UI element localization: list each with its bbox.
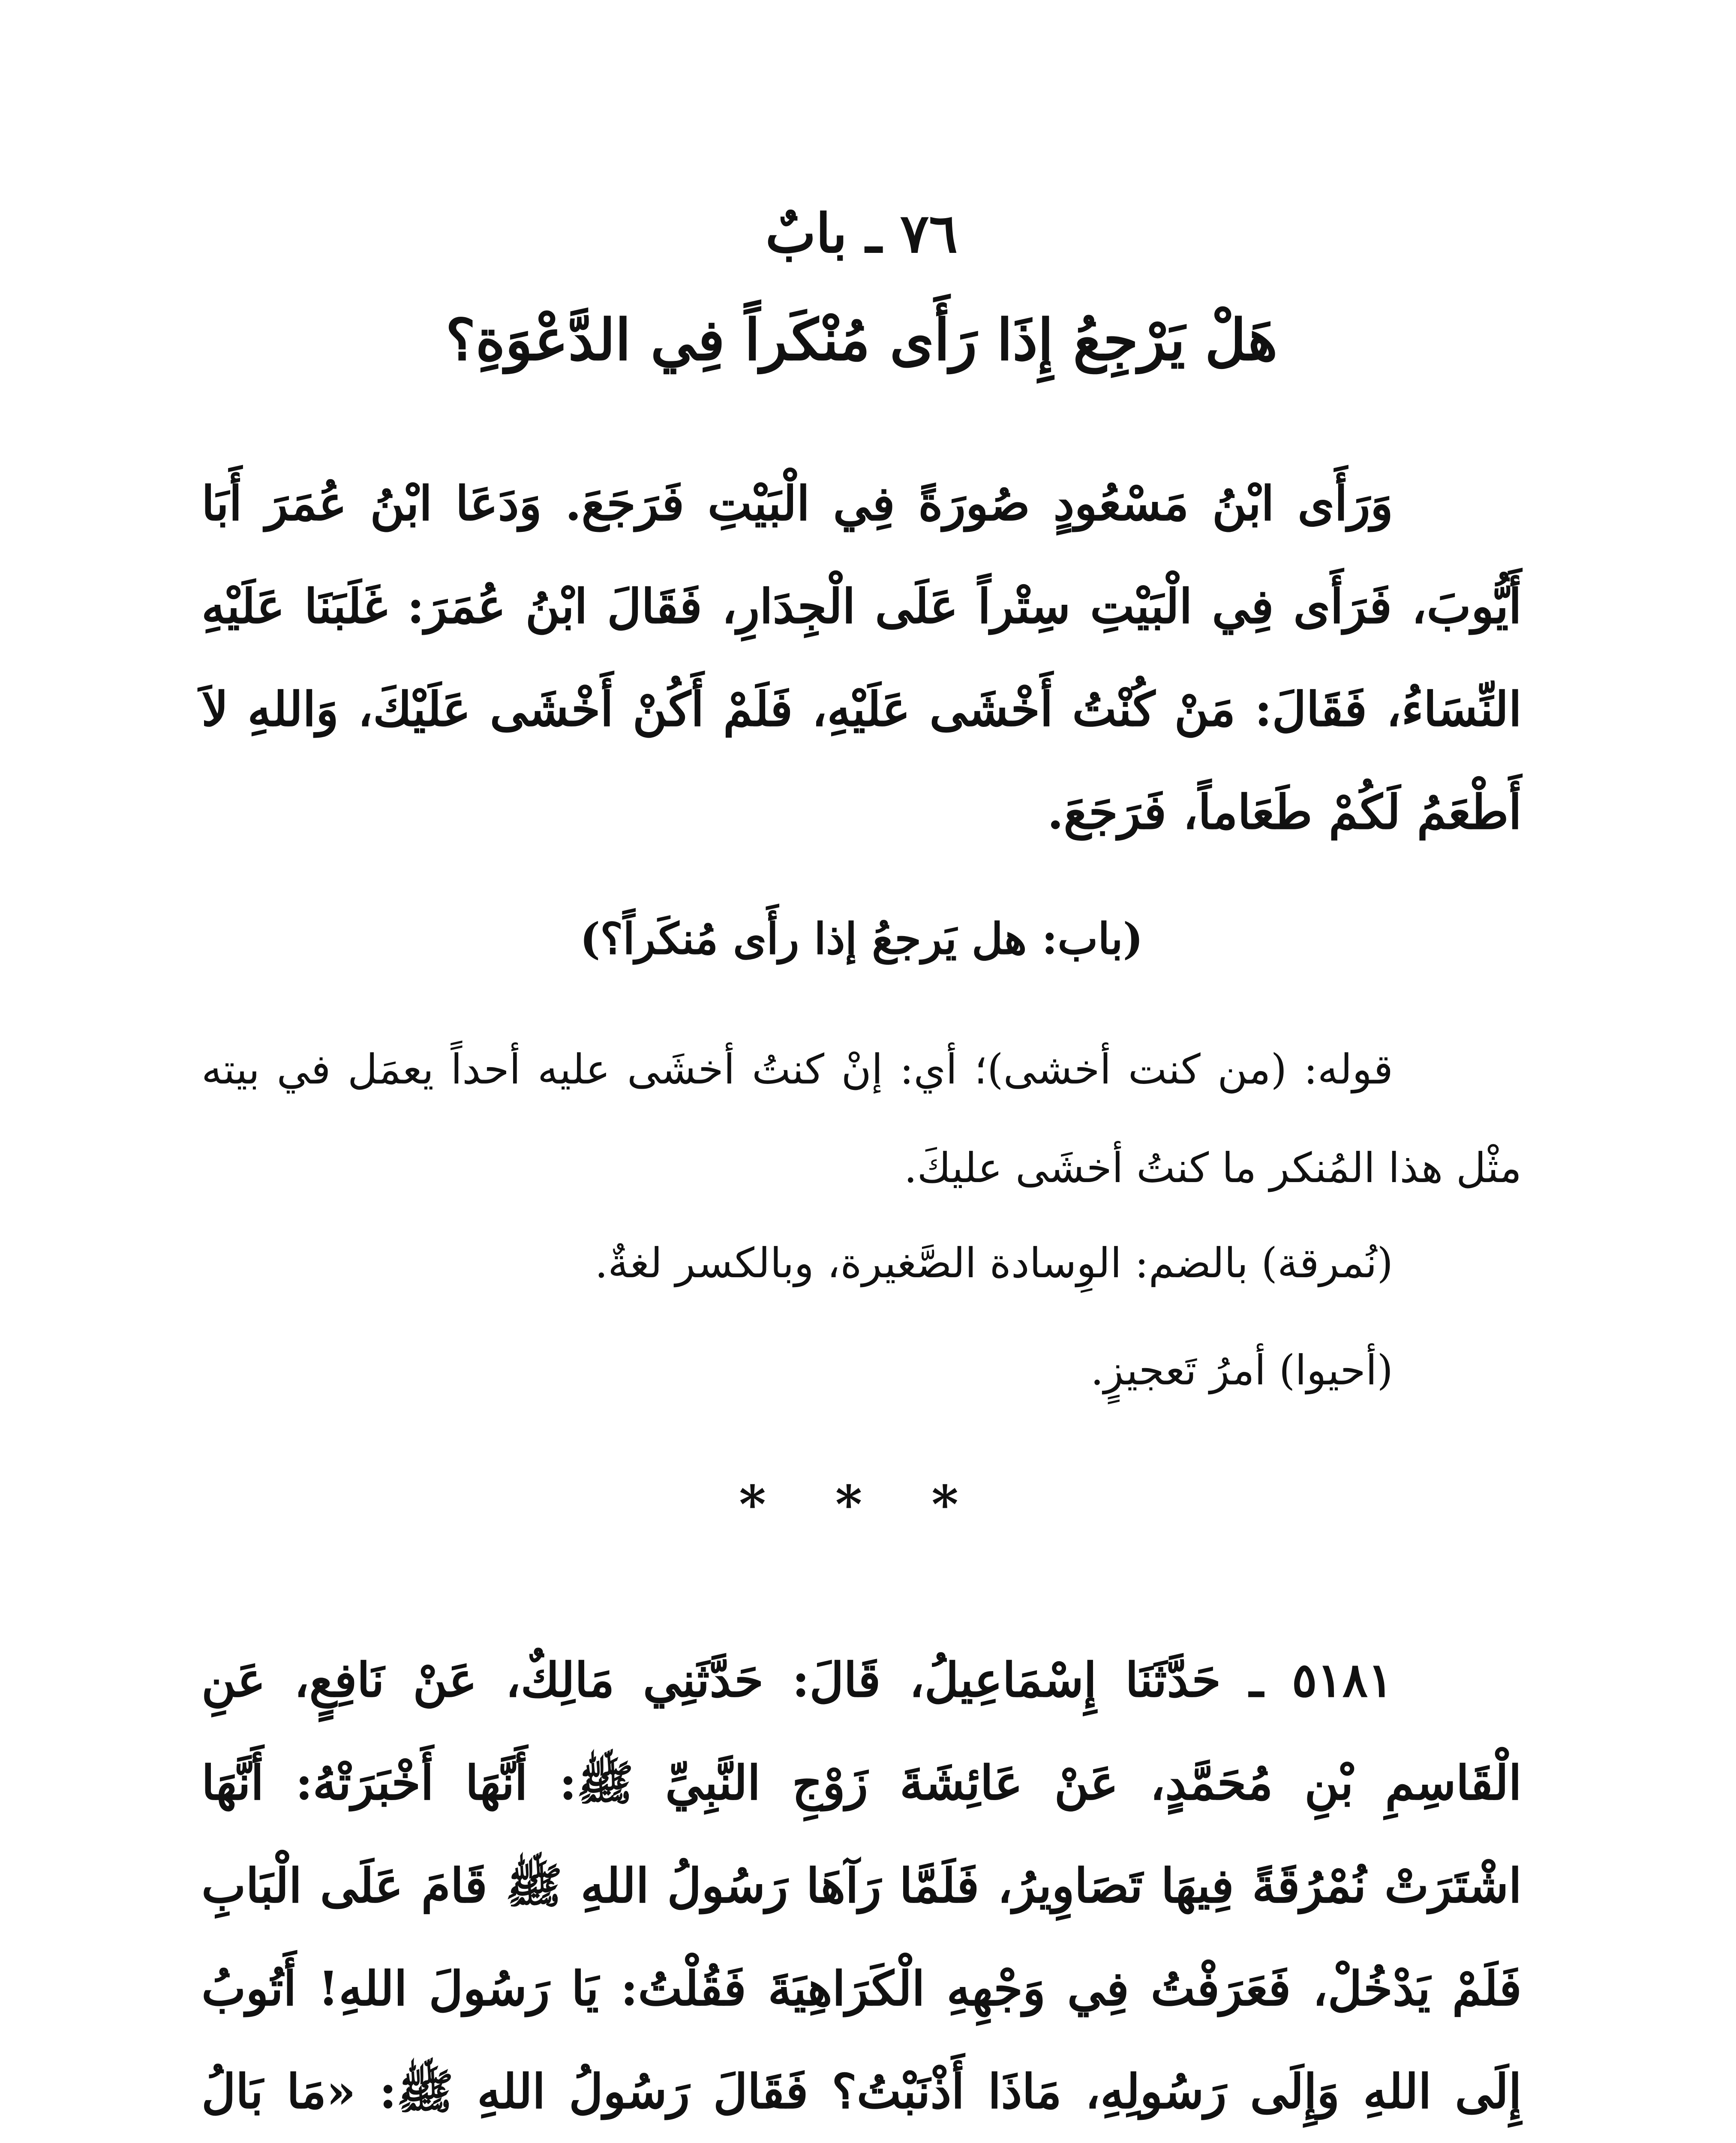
chapter-title: هَلْ يَرْجِعُ إِذَا رَأَى مُنْكَراً فِي الدَّعْوَةِ؟ xyxy=(445,307,1278,373)
gloss-line: (أحيوا) أمرُ تَعجيزٍ. xyxy=(1090,1346,1393,1394)
gloss-line: (نُمرقة) بالضم: الوِسادة الصَّغيرة، وبالكسر لغةٌ. xyxy=(595,1239,1393,1287)
intro-paragraph: وَرَأَى ابْنُ مَسْعُودٍ صُورَةً فِي الْبَيْتِ فَرَجَعَ. وَدَعَا ابْنُ عُمَرَ أَبَا أَيُّوبَ، فَرَأَى فِي الْبَيْتِ سِتْراً عَلَى الْجِدَارِ، فَقَالَ ابْنُ عُمَرَ: غَلَبَنَا عَلَيْهِ النِّسَاءُ، فَقَالَ: مَنْ كُنْتُ أَخْشَى عَلَيْهِ، فَلَمْ أَكُنْ أَخْشَى عَلَيْكَ، وَاللهِ لاَ أَطْعَمُ لَكُمْ طَعَاماً، فَرَجَعَ. xyxy=(201,476,1522,840)
commentary-explanation: قوله: (من كنت أخشى)؛ أي: إنْ كنتُ أخشَى عليه أحداً يعمَل في بيته مثْل هذا المُنكر ما كنتُ أخشَى عليكَ. xyxy=(201,1045,1522,1192)
section-separator: * * * xyxy=(739,1474,984,1535)
chapter-number: ٧٦ ـ بابٌ xyxy=(765,202,958,265)
hadith-text: ٥١٨١ ـ حَدَّثَنَا إِسْمَاعِيلُ، قَالَ: حَدَّثَنِي مَالِكٌ، عَنْ نَافِعٍ، عَنِ الْقَاسِمِ بْنِ مُحَمَّدٍ، عَنْ عَائِشَةَ زَوْجِ النَّبِيِّ ﷺ: أَنَّهَا أَخْبَرَتْهُ: أَنَّهَا اشْتَرَتْ نُمْرُقَةً فِيهَا تَصَاوِيرُ، فَلَمَّا رَآهَا رَسُولُ اللهِ ﷺ قَامَ عَلَى الْبَابِ فَلَمْ يَدْخُلْ، فَعَرَفْتُ فِي وَجْهِهِ الْكَرَاهِيَةَ فَقُلْتُ: يَا رَسُولَ اللهِ! أَتُوبُ إِلَى اللهِ وَإِلَى رَسُولِهِ، مَاذَا أَذْنَبْتُ؟ فَقَالَ رَسُولُ اللهِ ﷺ: «مَا بَالُ xyxy=(201,1652,1522,2119)
commentary-heading: (باب: هل يَرجعُ إذا رأَى مُنكَراً؟) xyxy=(580,913,1143,964)
